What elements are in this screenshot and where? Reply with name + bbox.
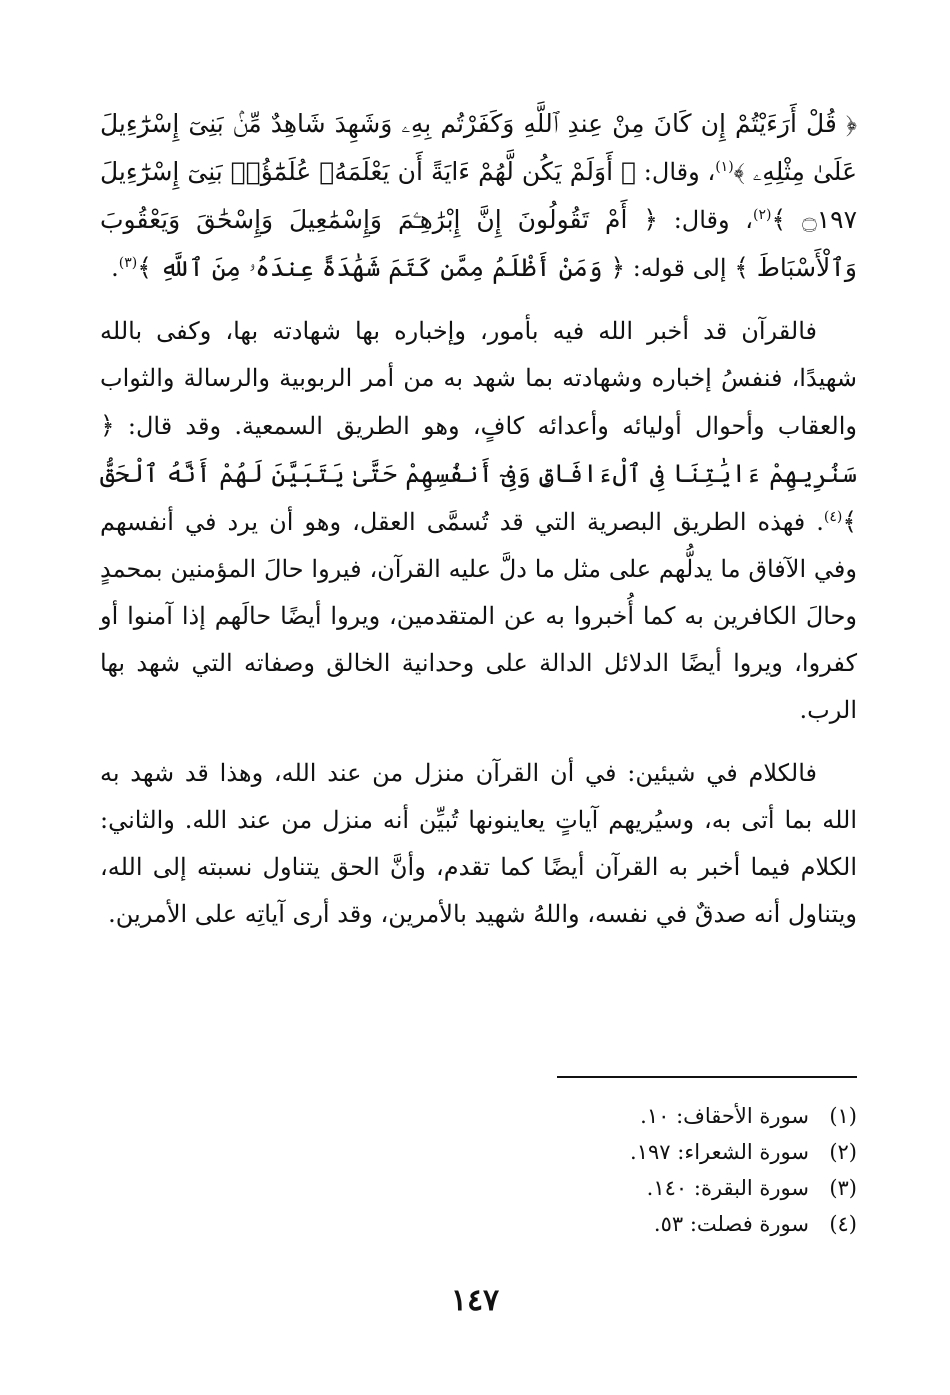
footnote-text: سورة البقرة: ١٤٠.: [646, 1176, 809, 1200]
quran-verse: ﴿ سَنُرِيهِمْ ءَايَٰتِنَا فِى ٱلْءَافَاقِ وَفِىٓ أَنفُسِهِمْ حَتَّىٰ يَتَبَيَّنَ لَهُمْ أَنَّهُ ٱلْحَقُّ ﴾: [100, 411, 857, 536]
body-text: ، وقال:: [658, 206, 753, 234]
paragraph-2: [100, 308, 857, 734]
footnote-2: [100, 1134, 857, 1170]
footnote-separator: [557, 1076, 857, 1078]
footnote-ref: (١): [715, 159, 734, 175]
main-text: [100, 100, 857, 938]
body-text: فالكلام في شيئين: في أن القرآن منزل من عند الله، وهذا قد شهد به الله بما أتى به، وسيُريهم آياتٍ يعاينونها تُبيِّن أنه منزل من عند الله. والثاني: الكلام فيما أخبر به القرآن أيضًا كما تقدم، وأنَّ الحق يتناول نسبته إلى الله، ويتناول أنه صدقٌ في نفسه، واللهُ شهيد بالأمرين، وقد أرى آياتِه على الأمرين.: [100, 759, 857, 928]
footnote-text: سورة الشعراء: ١٩٧.: [630, 1140, 809, 1164]
quran-verse: ﴿ قُلْ أَرَءَيْتُمْ إِن كَانَ مِنْ عِندِ ٱللَّهِ وَكَفَرْتُم بِهِۦ وَشَهِدَ شَاهِدٌ مِّنۢ بَنِىٓ إِسْرَٰٓءِيلَ عَلَىٰ مِثْلِهِۦ ﴾: [100, 109, 857, 186]
paragraph-1: [100, 100, 857, 292]
quran-verse: ﴿ أَوَلَمْ يَكُن لَّهُمْ ءَايَةً أَن يَعْلَمَهُۥ عُلَمَٰٓؤُا۟ بَنِىٓ إِسْرَٰٓءِيلَ ۝١٩٧ ﴾: [100, 157, 857, 234]
footnote-number: (١): [829, 1104, 857, 1128]
body-text: . فهذه الطريق البصرية التي قد تُسمَّى العقل، وهو أن يرد في أنفسهم وفي الآفاق ما يدلُّهم على مثل ما دلَّ عليه القرآن، فيروا حالَ المؤمنين بمحمدٍ وحالَ الكافرين به كما أُخبروا به عن المتقدمين، ويروا أيضًا حالَهم إذا آمنوا أو كفروا، ويروا أيضًا الدلائل الدالة على وحدانية الخالق وصفاته التي شهد بها الرب.: [100, 508, 857, 724]
footnote-4: [100, 1206, 857, 1242]
footnote-ref: (٤): [823, 509, 843, 525]
page-number: ١٤٧: [450, 1283, 500, 1318]
footnote-text: سورة فصلت: ٥٣.: [653, 1212, 809, 1236]
footnote-number: (٤): [829, 1212, 857, 1236]
footnote-text: سورة الأحقاف: ١٠.: [640, 1104, 809, 1128]
footnote-ref: (٣): [118, 255, 138, 271]
footnotes: [100, 1098, 857, 1242]
footnote-3: [100, 1170, 857, 1206]
body-text: إلى قوله:: [625, 254, 735, 282]
quran-verse: ﴿ أَمْ تَقُولُونَ إِنَّ إِبْرَٰهِـۧمَ وَإِسْمَٰعِيلَ وَإِسْحَٰقَ وَيَعْقُوبَ وَٱلْأَسْبَاطَ ﴾: [100, 205, 857, 282]
footnote-number: (٢): [829, 1140, 857, 1164]
quran-verse: ﴿ وَمَنْ أَظْلَمُ مِمَّن كَتَمَ شَهَٰدَةً عِندَهُۥ مِنَ ٱللَّهِ ﴾: [137, 253, 626, 282]
body-text: .: [111, 254, 119, 282]
footnote-number: (٣): [829, 1176, 857, 1200]
body-text: فالقرآن قد أخبر الله فيه بأمور، وإخباره بها شهادته بها، وكفى بالله شهيدًا، فنفسُ إخباره وشهادته بما شهد به من أمر الربوبية والرسالة والثواب والعقاب وأحوال أوليائه وأعدائه كافٍ، وهو الطريق السمعية. وقد قال:: [100, 317, 857, 440]
footnote-ref: (٢): [752, 207, 772, 223]
body-text: ، وقال:: [636, 158, 716, 186]
paragraph-3: [100, 750, 857, 938]
footnote-1: [100, 1098, 857, 1134]
